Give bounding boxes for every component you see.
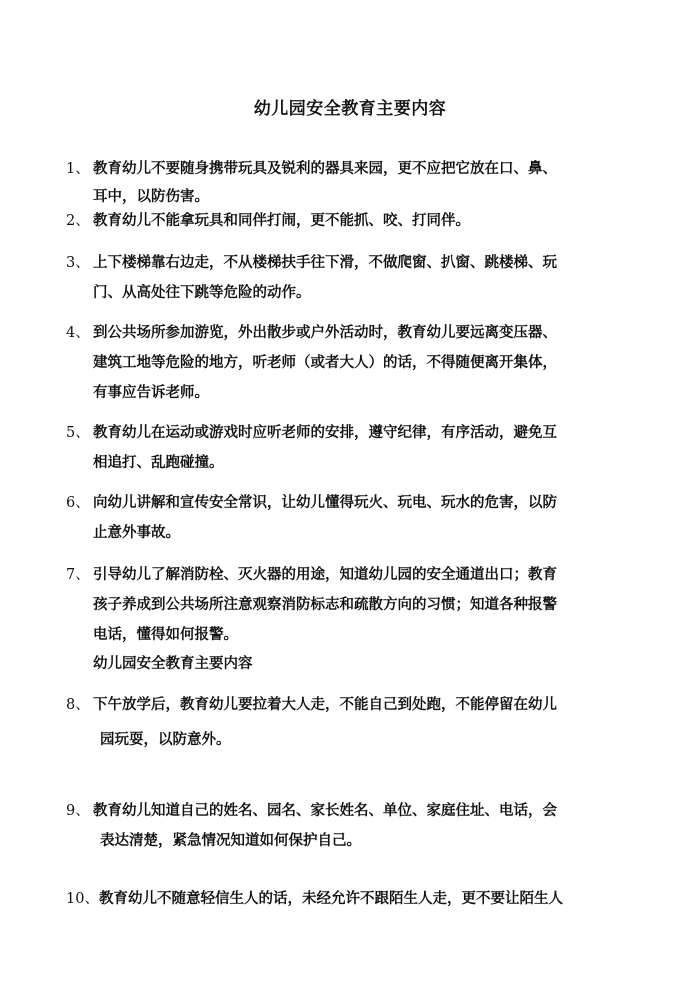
item-text-line: 建筑工地等危险的地方，听老师（或者大人）的话，不得随便离开集体， <box>93 354 557 371</box>
page-title: 幼儿园安全教育主要内容 <box>253 99 447 119</box>
item-text-line: 教育幼儿不要随身携带玩具及锐利的器具来园，更不应把它放在口、鼻、 <box>93 160 557 177</box>
item-text-line: 到公共场所参加游览，外出散步或户外活动时，教育幼儿要远离变压器、 <box>93 324 557 341</box>
item-number: 5、 <box>66 425 90 441</box>
list-item <box>66 690 626 760</box>
item-text-line: 教育幼儿不随意轻信生人的话，未经允许不跟陌生人走，更不要让陌生人 <box>99 890 563 907</box>
item-text-line: 园玩耍，以防意外。 <box>100 731 231 748</box>
item-text-line: 教育幼儿知道自己的姓名、园名、家长姓名、单位、家庭住址、电话，会 <box>93 802 557 819</box>
item-text-line: 止意外事故。 <box>93 524 180 541</box>
list-item <box>66 884 626 914</box>
item-text-line: 电话，懂得如何报警。 <box>93 626 238 643</box>
item-number: 2、 <box>66 213 90 229</box>
item-text-line: 下午放学后，教育幼儿要拉着大人走，不能自己到处跑，不能停留在幼儿 <box>93 696 557 713</box>
item-text-line: 孩子养成到公共场所注意观察消防标志和疏散方向的习惯；知道各种报警 <box>93 596 557 613</box>
list-item <box>66 560 626 650</box>
item-number: 8、 <box>66 697 90 713</box>
item-number: 7、 <box>66 567 90 583</box>
repeated-heading: 幼儿园安全教育主要内容 <box>93 655 253 672</box>
item-text-line: 教育幼儿在运动或游戏时应听老师的安排，遵守纪律，有序活动，避免互 <box>93 424 557 441</box>
item-text-line: 向幼儿讲解和宣传安全常识，让幼儿懂得玩火、玩电、玩水的危害，以防 <box>93 494 557 511</box>
item-text-line: 上下楼梯靠右边走，不从楼梯扶手往下滑，不做爬窗、扒窗、跳楼梯、玩 <box>93 254 557 271</box>
item-text-line: 相追打、乱跑碰撞。 <box>93 454 224 471</box>
item-text-line: 表达清楚，紧急情况知道如何保护自己。 <box>100 832 361 849</box>
item-number: 1、 <box>66 161 90 177</box>
item-text-line: 引导幼儿了解消防栓、灭火器的用途，知道幼儿园的安全通道出口；教育 <box>93 566 557 583</box>
item-number: 9、 <box>66 803 90 819</box>
list-item <box>66 318 626 408</box>
list-item <box>66 418 626 478</box>
list-item <box>66 206 626 236</box>
item-number: 4、 <box>66 325 90 341</box>
item-number: 3、 <box>66 255 90 271</box>
item-number: 6、 <box>66 495 90 511</box>
item-number: 10、 <box>66 891 99 907</box>
item-text-line: 耳中，以防伤害。 <box>93 188 209 205</box>
item-text-line: 教育幼儿不能拿玩具和同伴打闹，更不能抓、咬、打同伴。 <box>93 212 470 229</box>
list-item <box>66 488 626 548</box>
list-item <box>66 248 626 308</box>
list-item <box>66 154 626 210</box>
list-item <box>66 796 626 856</box>
item-text-line: 有事应告诉老师。 <box>93 384 209 401</box>
item-text-line: 门、从高处往下跳等危险的动作。 <box>93 284 311 301</box>
